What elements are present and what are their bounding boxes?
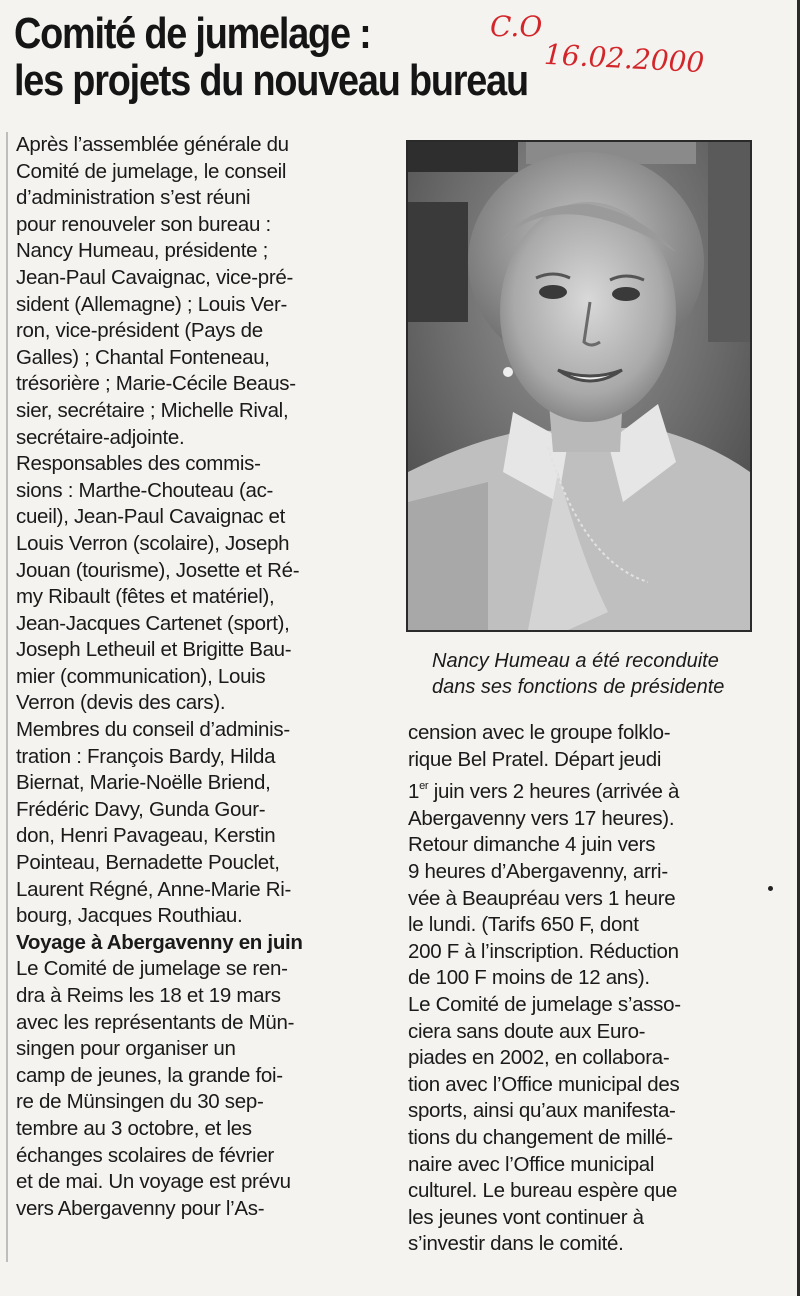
text-line: Louis Verron (scolaire), Joseph (16, 531, 290, 555)
text-line: Nancy Humeau, présidente ; (16, 239, 269, 263)
handnote-date: 16.02.2000 (543, 37, 706, 80)
text-line: cueil), Jean-Paul Cavaignac et (16, 505, 286, 529)
text-line: ron, vice-président (Pays de (16, 319, 263, 343)
text-line: Le Comité de jumelage s’asso- (408, 992, 681, 1016)
text-line: s’investir dans le comité. (408, 1232, 624, 1256)
caption-line: Nancy Humeau a été reconduite (432, 650, 719, 672)
text-line: Joseph Letheuil et Brigitte Bau- (16, 638, 292, 662)
headline-line-2: les projets du nouveau bureau (14, 56, 528, 105)
text-line: Laurent Régné, Anne-Marie Ri- (16, 877, 292, 901)
text-line: singen pour organiser un (16, 1037, 236, 1061)
left-column-text-continued (16, 956, 386, 1222)
text-line: mier (communication), Louis (16, 664, 266, 688)
text-line: Après l’assemblée générale du (16, 133, 289, 156)
text-line: Jean-Paul Cavaignac, vice-pré- (16, 265, 293, 289)
text-line: 9 heures d’Abergavenny, arri- (408, 859, 668, 883)
text-line: sier, secrétaire ; Michelle Rival, (16, 398, 289, 422)
text-line: Responsables des commis- (16, 452, 261, 476)
text-line: de 100 F moins de 12 ans). (408, 966, 650, 990)
text-line: 200 F à l’inscription. Réduction (408, 939, 679, 963)
text-line: d’administration s’est réuni (16, 186, 251, 210)
text-line: secrétaire-adjointe. (16, 425, 185, 449)
text-line: Jean-Jacques Cartenet (sport), (16, 611, 290, 635)
ordinal-suffix: er (419, 780, 429, 793)
text-line: Jouan (tourisme), Josette et Ré- (16, 558, 300, 582)
text-line: Retour dimanche 4 juin vers (408, 833, 656, 857)
text-line: trésorière ; Marie-Cécile Beaus- (16, 372, 296, 396)
portrait-illustration (408, 142, 750, 630)
text-line: vers Abergavenny pour l’As- (16, 1196, 265, 1220)
text-line: Le Comité de jumelage se ren- (16, 957, 288, 981)
scan-edge-line (6, 132, 8, 1262)
text-line: rique Bel Pratel. Départ jeudi (408, 747, 662, 771)
text-line: bourg, Jacques Routhiau. (16, 904, 243, 928)
text-line: Abergavenny vers 17 heures). (408, 806, 675, 830)
text-line: cension avec le groupe folklo- (408, 721, 671, 744)
text-line: piades en 2002, en collabora- (408, 1046, 670, 1070)
text-line: ciera sans doute aux Euro- (408, 1019, 646, 1043)
text-line: tembre au 3 octobre, et les (16, 1116, 252, 1140)
text-line: pour renouveler son bureau : (16, 212, 271, 236)
text-line: les jeunes vont continuer à (408, 1205, 644, 1229)
handwritten-annotation (480, 12, 780, 82)
caption-line: dans ses fonctions de présidente (432, 676, 725, 698)
text-line: Galles) ; Chantal Fonteneau, (16, 345, 270, 369)
text-line: sident (Allemagne) ; Louis Ver- (16, 292, 288, 316)
photo-caption (432, 648, 752, 700)
print-speck (768, 886, 773, 891)
text-line: Comité de jumelage, le conseil (16, 159, 287, 183)
text-line: sions : Marthe-Chouteau (ac- (16, 478, 274, 502)
text-line-rest: juin vers 2 heures (arrivée à (428, 780, 680, 804)
left-column (16, 132, 386, 1222)
handnote-source: C.O (490, 10, 543, 43)
text-line: tration : François Bardy, Hilda (16, 744, 276, 768)
text-line: re de Münsingen du 30 sep- (16, 1090, 264, 1114)
text-line: Pointeau, Bernadette Pouclet, (16, 851, 280, 875)
text-line: échanges scolaires de février (16, 1143, 274, 1167)
right-column (408, 720, 758, 1258)
text-line: et de mai. Un voyage est prévu (16, 1170, 291, 1194)
text-line: camp de jeunes, la grande foi- (16, 1063, 283, 1087)
text-line: my Ribault (fêtes et matériel), (16, 585, 275, 609)
date-number: 1 (408, 780, 420, 804)
text-line: le lundi. (Tarifs 650 F, dont (408, 913, 639, 937)
headline-line-1: Comité de jumelage : (14, 9, 371, 58)
portrait-photo (406, 140, 752, 632)
left-column-text (16, 132, 386, 930)
text-line: don, Henri Pavageau, Kerstin (16, 824, 276, 848)
text-line: Frédéric Davy, Gunda Gour- (16, 797, 266, 821)
text-line: Membres du conseil d’adminis- (16, 718, 290, 742)
text-line: tions du changement de millé- (408, 1125, 673, 1149)
text-line: tion avec l’Office municipal des (408, 1072, 680, 1096)
text-line: Biernat, Marie-Noëlle Briend, (16, 771, 271, 795)
text-line: culturel. Le bureau espère que (408, 1179, 678, 1203)
text-line: naire avec l’Office municipal (408, 1152, 655, 1176)
right-column-text (408, 720, 758, 1258)
text-line: avec les représentants de Mün- (16, 1010, 295, 1034)
section-subheading: Voyage à Abergavenny en juin (16, 930, 303, 954)
text-line: sports, ainsi qu’aux manifesta- (408, 1099, 676, 1123)
text-line (408, 773, 758, 806)
text-line: vée à Beaupréau vers 1 heure (408, 886, 676, 910)
text-line: dra à Reims les 18 et 19 mars (16, 984, 281, 1007)
text-line: Verron (devis des cars). (16, 691, 226, 715)
